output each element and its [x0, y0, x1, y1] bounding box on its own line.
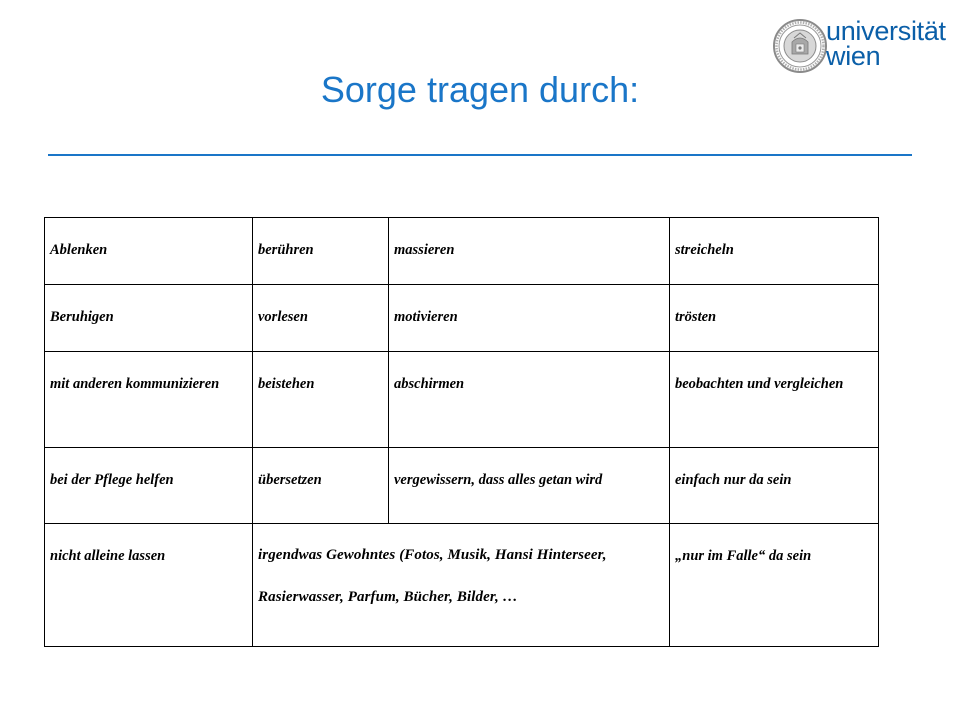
- table-cell: mit anderen kommunizieren: [45, 352, 253, 448]
- table-cell: abschirmen: [389, 352, 670, 448]
- table-cell: nicht alleine lassen: [45, 524, 253, 647]
- university-logo: [770, 16, 945, 76]
- table-cell: übersetzen: [253, 448, 389, 524]
- table-row: [45, 524, 879, 647]
- table-cell: vergewissern, dass alles getan wird: [389, 448, 670, 524]
- table-row: [45, 448, 879, 524]
- table-cell: bei der Pflege helfen: [45, 448, 253, 524]
- logo-wordmark-line1: universität: [826, 16, 946, 46]
- table-cell: berühren: [253, 218, 389, 285]
- table-cell: irgendwas Gewohntes (Fotos, Musik, Hansi Hinterseer, Rasierwasser, Parfum, Bücher, Bilder, …: [253, 524, 670, 647]
- table-cell: massieren: [389, 218, 670, 285]
- table-row: [45, 218, 879, 285]
- table-cell: beistehen: [253, 352, 389, 448]
- slide-title: Sorge tragen durch:: [320, 69, 640, 110]
- care-activities-table: [44, 217, 879, 647]
- table-row: [45, 285, 879, 352]
- table-cell: vorlesen: [253, 285, 389, 352]
- table-cell: streicheln: [670, 218, 879, 285]
- table-cell: Beruhigen: [45, 285, 253, 352]
- table-cell: einfach nur da sein: [670, 448, 879, 524]
- logo-wordmark-line2: wien: [826, 41, 881, 71]
- table-cell: beobachten und vergleichen: [670, 352, 879, 448]
- table-row: [45, 352, 879, 448]
- title-divider: [48, 154, 912, 156]
- table-cell: „nur im Falle“ da sein: [670, 524, 879, 647]
- table-cell: motivieren: [389, 285, 670, 352]
- table-cell: trösten: [670, 285, 879, 352]
- university-seal-icon: [770, 16, 830, 76]
- table-cell: Ablenken: [45, 218, 253, 285]
